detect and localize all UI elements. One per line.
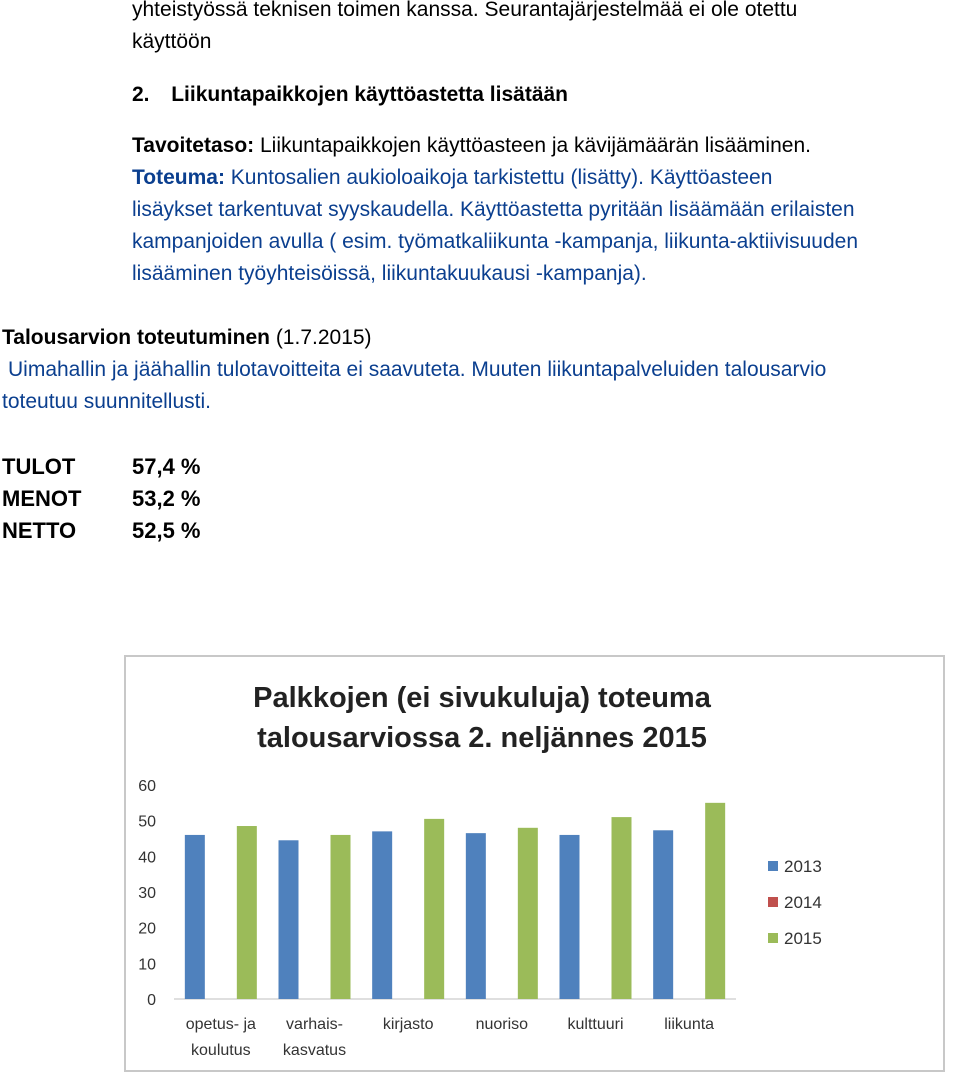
chart-title-line: talousarviossa 2. neljännes 2015 (257, 722, 707, 754)
outcome-label: Toteuma: (132, 166, 225, 189)
outcome-line: lisäykset tarkentuvat syyskaudella. Käyttöastetta pyritään lisäämään erilaisten (132, 198, 855, 221)
bar-2015 (705, 803, 725, 999)
x-tick-label: nuoriso (475, 1016, 529, 1033)
y-tick-label: 60 (138, 778, 156, 795)
target-text: Liikuntapaikkojen käyttöasteen ja kävijämäärän lisääminen. (259, 134, 811, 157)
bar-2015 (518, 828, 538, 999)
bar-2013 (653, 830, 673, 999)
legend-swatch-2015 (768, 933, 778, 943)
budget-heading: Talousarvion toteutuminen (2, 326, 270, 349)
figure-key: NETTO (2, 518, 77, 543)
bar-2013 (279, 840, 299, 999)
chart-title-line: Palkkojen (ei sivukuluja) toteuma (253, 682, 711, 714)
y-tick-label: 50 (138, 813, 156, 831)
outcome-line (132, 162, 772, 194)
chart-svg (126, 657, 947, 1074)
y-tick-label: 20 (138, 920, 156, 938)
bar-2015 (612, 817, 632, 999)
x-tick-label: liikunta (664, 1016, 715, 1033)
outcome-line: kampanjoiden avulla ( esim. työmatkaliikunta -kampanja, liikunta-aktiivisuuden (132, 230, 859, 253)
figure-key: MENOT (2, 486, 82, 511)
target-line (132, 130, 811, 162)
legend-label-2014: 2014 (784, 893, 822, 912)
x-tick-label: kirjasto (382, 1016, 434, 1033)
budget-text-line: toteutuu suunnitellusti. (2, 390, 211, 413)
target-label: Tavoitetaso: (132, 134, 255, 157)
figure-row-tulot (2, 451, 201, 483)
bar-2013 (466, 833, 486, 999)
item-heading (132, 79, 568, 111)
figure-key: TULOT (2, 454, 76, 479)
figure-row-menot (2, 483, 201, 515)
bar-2013 (560, 835, 580, 999)
paragraph-line: yhteistyössä teknisen toimen kanssa. Seurantajärjestelmää ei ole otettu (132, 0, 798, 21)
budget-date: (1.7.2015) (275, 326, 372, 349)
x-tick-label: kulttuuri (567, 1016, 624, 1033)
budget-heading-line (2, 322, 372, 354)
bar-2013 (185, 835, 205, 999)
y-tick-label: 30 (138, 885, 156, 902)
budget-text-line: Uimahallin ja jäähallin tulotavoitteita ei saavuteta. Muuten liikuntapalveluiden talousarvio (8, 358, 827, 381)
x-tick-label: opetus- ja (185, 1016, 256, 1033)
legend-label-2013: 2013 (784, 857, 822, 876)
figure-value: 57,4 % (132, 454, 201, 479)
y-tick-label: 0 (147, 992, 156, 1009)
figure-value: 52,5 % (132, 518, 201, 543)
item-title: Liikuntapaikkojen käyttöastetta lisätään (171, 83, 568, 106)
y-tick-label: 40 (138, 849, 156, 867)
legend-label-2015: 2015 (784, 929, 822, 948)
outcome-line: lisääminen työyhteisöissä, liikuntakuukausi -kampanja). (132, 262, 647, 285)
x-tick-label: varhais- (286, 1016, 343, 1033)
bar-2015 (331, 835, 351, 999)
outcome-text: Kuntosalien aukioloaikoja tarkistettu (lisätty). Käyttöasteen (230, 166, 773, 189)
x-tick-label: koulutus (191, 1042, 251, 1059)
figure-value: 53,2 % (132, 486, 201, 511)
bar-2013 (372, 831, 392, 999)
bar-2015 (237, 826, 257, 999)
bar-2015 (424, 819, 444, 999)
x-tick-label: kasvatus (282, 1042, 347, 1059)
y-tick-label: 10 (138, 956, 156, 974)
paragraph-line: käyttöön (132, 30, 212, 53)
legend-swatch-2013 (768, 861, 778, 871)
salary-chart (124, 655, 945, 1072)
item-number: 2. (132, 83, 150, 106)
figure-row-netto (2, 515, 201, 547)
legend-swatch-2014 (768, 897, 778, 907)
